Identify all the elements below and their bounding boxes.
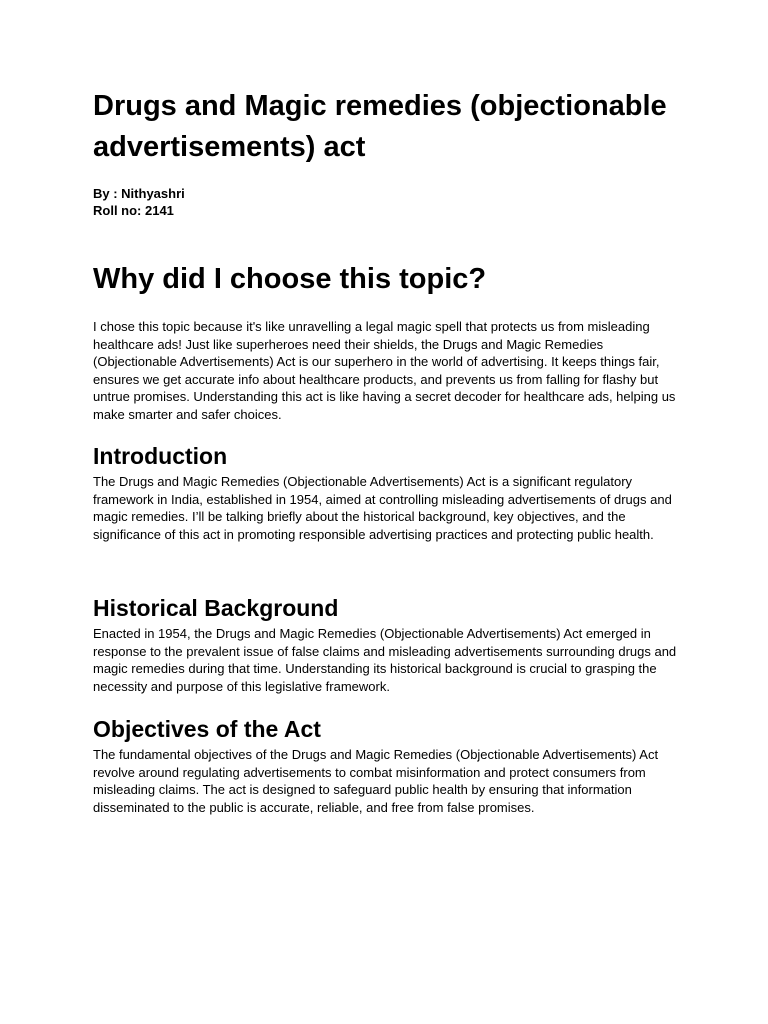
- section-heading-historical-background: Historical Background: [93, 595, 339, 621]
- roll-number-line: Roll no: 2141: [93, 203, 174, 218]
- author-line: By : Nithyashri: [93, 186, 185, 201]
- section-body-introduction: The Drugs and Magic Remedies (Objectionable Advertisements) Act is a significant regulatory framework in India, established in 1954, aimed at controlling misleading advertisements of drugs and magic remedies. I’ll be talking briefly about the historical background, key objectives, and the significance of this act in promoting responsible advertising practices and protecting public health.: [93, 474, 672, 542]
- section-heading-objectives: Objectives of the Act: [93, 716, 321, 742]
- document-title: Drugs and Magic remedies (objectionable advertisements) act: [93, 90, 667, 163]
- section-body-why-topic: I chose this topic because it's like unravelling a legal magic spell that protects us from misleading healthcare ads! Just like superheroes need their shields, the Drugs and Magic Remedies (Objectionable Advertisements) Act is our superhero in the world of advertising. It keeps things fair, ensures we get accurate info about healthcare products, and prevents us from falling for flashy but untrue promises. Understanding this act is like having a secret decoder for healthcare ads, helping us make smarter and safer choices.: [93, 319, 676, 422]
- section-body-objectives: The fundamental objectives of the Drugs and Magic Remedies (Objectionable Advertisements) Act revolve around regulating advertisements to combat misinformation and protect consumers from misleading claims. The act is designed to safeguard public health by ensuring that information disseminated to the public is accurate, reliable, and free from false promises.: [93, 747, 659, 815]
- section-heading-introduction: Introduction: [93, 443, 228, 469]
- section-body-historical-background: Enacted in 1954, the Drugs and Magic Remedies (Objectionable Advertisements) Act emerged in response to the prevalent issue of false claims and misleading advertisements surrounding drugs and magic remedies during that time. Understanding its historical background is crucial to grasping the necessity and purpose of this legislative framework.: [93, 626, 677, 694]
- author-info: [93, 185, 185, 219]
- section-heading-why-topic: Why did I choose this topic?: [93, 263, 487, 295]
